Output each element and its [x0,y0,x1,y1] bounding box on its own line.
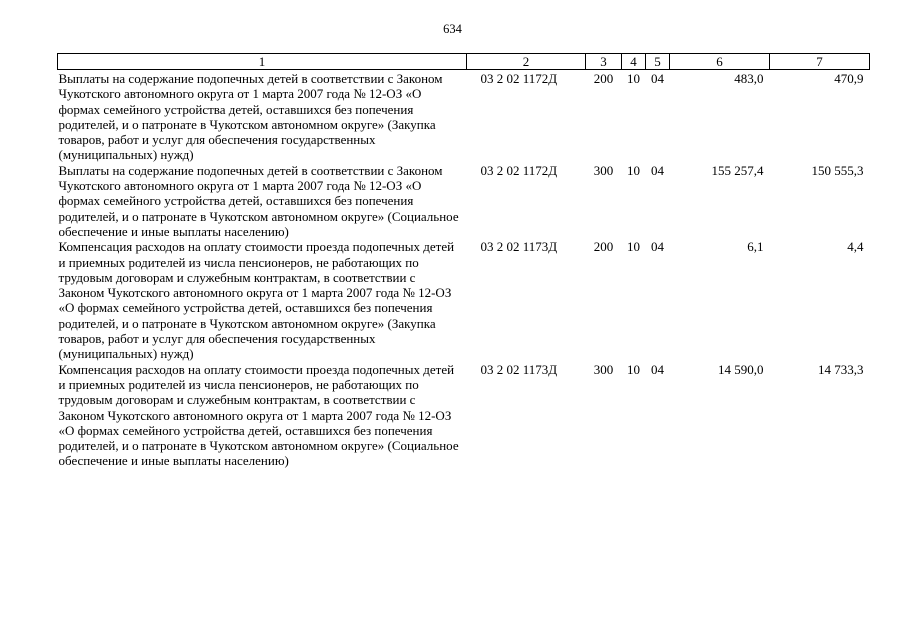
row-description: Компенсация расходов на оплату стоимости проезда подопечных детей и приемных родителей из числа пенсионеров, не работающих по трудовым договорам и служебным контрактам, в соответствии с Законом Чукотского автономного округа от 1 марта 2007 года № 12-ОЗ «О формах семейного устройства детей, оставшихся без попечения родителей, и о патронате в Чукотском автономном округе» (Социальное обеспечение и иные выплаты населению) [58,361,459,469]
table-header-row [58,54,870,70]
row-code: 03 2 02 1172Д [480,162,558,178]
row-col5: 04 [651,239,664,255]
row-description: Выплаты на содержание подопечных детей в соответствии с Законом Чукотского автономного округа от 1 марта 2007 года № 12-ОЗ «О формах семейного устройства детей, оставшихся без попечения родителей, и о патронате в Чукотском автономном округе» (Социальное обеспечение и иные выплаты населению) [58,162,459,239]
table-row [58,239,870,361]
page-number: 634 [443,22,462,36]
row-col4: 10 [627,361,640,377]
column-header-6: 6 [670,54,770,70]
row-col6: 6,1 [747,239,764,255]
column-header-2: 2 [467,54,586,70]
table-row [58,71,870,163]
row-code: 03 2 02 1172Д [480,71,558,86]
row-col4: 10 [627,71,640,86]
column-header-5: 5 [646,54,670,70]
row-description: Выплаты на содержание подопечных детей в соответствии с Законом Чукотского автономного округа от 1 марта 2007 года № 12-ОЗ «О формах семейного устройства детей, оставшихся без попечения родителей, и о патронате в Чукотском автономном округе» (Закупка товаров, работ и услуг для обеспечения государственных (муниципальных) нужд) [58,71,443,163]
column-header-7: 7 [770,54,870,70]
row-col7: 150 555,3 [811,162,864,178]
row-col3: 200 [593,239,614,255]
column-header-4: 4 [622,54,646,70]
row-description: Компенсация расходов на оплату стоимости проезда подопечных детей и приемных родителей из числа пенсионеров, не работающих по трудовым договорам и служебным контрактам, в соответствии с Законом Чукотского автономного округа от 1 марта 2007 года № 12-ОЗ «О формах семейного устройства детей, оставшихся без попечения родителей, и о патронате в Чукотском автономном округе» (Закупка товаров, работ и услуг для обеспечения государственных (муниципальных) нужд) [58,239,455,362]
column-header-1: 1 [58,54,467,70]
row-code: 03 2 02 1173Д [480,361,558,377]
row-col5: 04 [651,71,664,86]
row-col3: 200 [593,71,614,86]
budget-table [57,53,870,469]
row-col3: 300 [593,162,614,178]
row-code: 03 2 02 1173Д [480,239,558,255]
row-col7: 470,9 [834,71,864,86]
row-col7: 14 733,3 [818,361,864,377]
row-col6: 483,0 [734,71,764,86]
row-col4: 10 [627,162,640,178]
row-col7: 4,4 [847,239,864,255]
row-col5: 04 [651,162,664,178]
column-header-3: 3 [586,54,622,70]
table-row [58,362,870,469]
table-row [58,163,870,239]
row-col3: 300 [593,361,614,377]
row-col6: 14 590,0 [718,361,764,377]
row-col6: 155 257,4 [711,162,764,178]
row-col4: 10 [627,239,640,255]
row-col5: 04 [651,361,664,377]
